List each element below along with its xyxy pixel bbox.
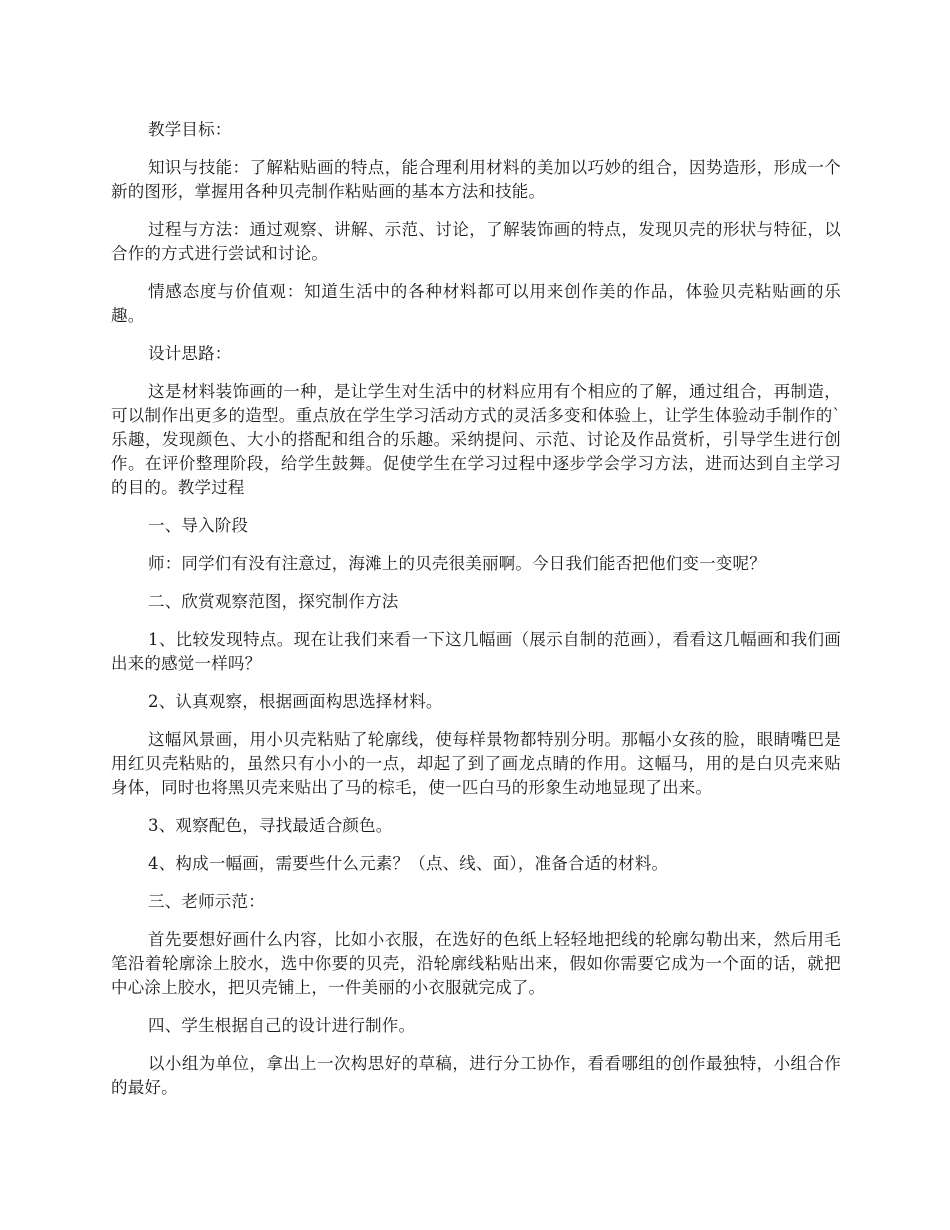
heading-teacher-demo: 三、老师示范： bbox=[148, 892, 265, 911]
document-body bbox=[111, 118, 841, 1114]
paragraph-step-3: 3、观察配色，寻找最适合颜色。 bbox=[148, 816, 393, 835]
paragraph-process-methods: 过程与方法：通过观察、讲解、示范、讨论，了解装饰画的特点，发现贝壳的形状与特征，以合作的方式进行尝试和讨论。 bbox=[111, 220, 841, 263]
heading-introduction-stage: 一、导入阶段 bbox=[148, 516, 249, 535]
paragraph-step-2: 2、认真观察，根据画面构思选择材料。 bbox=[148, 692, 443, 711]
heading-student-work: 四、学生根据自己的设计进行制作。 bbox=[148, 1016, 416, 1035]
paragraph-teacher-intro: 师：同学们有没有注意过，海滩上的贝壳很美丽啊。今日我们能否把他们变一变呢？ bbox=[148, 554, 766, 573]
paragraph-step-1: 1、比较发现特点。现在让我们来看一下这几幅画（展示自制的范画），看看这几幅画和我们画出来的感觉一样吗？ bbox=[111, 630, 841, 673]
heading-design-ideas: 设计思路： bbox=[148, 344, 232, 363]
paragraph-example-description: 这幅风景画，用小贝壳粘贴了轮廓线，使每样景物都特别分明。那幅小女孩的脸，眼睛嘴巴是用红贝壳粘贴的，虽然只有小小的一点，却起了到了画龙点睛的作用。这幅马，用的是白贝壳来贴身体，同时也将黑贝壳来贴出了马的棕毛，使一匹白马的形象生动地显现了出来。 bbox=[111, 730, 841, 797]
paragraph-emotional-values: 情感态度与价值观：知道生活中的各种材料都可以用来创作美的作品，体验贝壳粘贴画的乐趣。 bbox=[111, 282, 841, 325]
heading-teaching-objectives: 教学目标： bbox=[148, 120, 232, 139]
paragraph-knowledge-skills: 知识与技能：了解粘贴画的特点，能合理利用材料的美加以巧妙的组合，因势造形，形成一个新的图形，掌握用各种贝壳制作粘贴画的基本方法和技能。 bbox=[111, 158, 841, 201]
paragraph-teacher-demo: 首先要想好画什么内容，比如小衣服，在选好的色纸上轻轻地把线的轮廓勾勒出来，然后用毛笔沿着轮廓涂上胶水，选中你要的贝壳，沿轮廓线粘贴出来，假如你需要它成为一个面的话，就把中心涂上胶水，把贝壳铺上，一件美丽的小衣服就完成了。 bbox=[111, 930, 841, 997]
paragraph-group-work: 以小组为单位，拿出上一次构思好的草稿，进行分工协作，看看哪组的创作最独特，小组合作的最好。 bbox=[111, 1054, 841, 1097]
heading-appreciate-examples: 二、欣赏观察范图，探究制作方法 bbox=[148, 592, 399, 611]
paragraph-design-ideas: 这是材料装饰画的一种，是让学生对生活中的材料应用有个相应的了解，通过组合，再制造，可以制作出更多的造型。重点放在学生学习活动方式的灵活多变和体验上，让学生体验动手制作的`乐趣，发现颜色、大小的搭配和组合的乐趣。采纳提问、示范、讨论及作品赏析，引导学生进行创作。在评价整理阶段，给学生鼓舞。促使学生在学习过程中逐步学会学习方法，进而达到自主学习的目的。教学过程 bbox=[111, 382, 841, 497]
paragraph-step-4: 4、构成一幅画，需要些什么元素？（点、线、面），准备合适的材料。 bbox=[148, 854, 669, 873]
